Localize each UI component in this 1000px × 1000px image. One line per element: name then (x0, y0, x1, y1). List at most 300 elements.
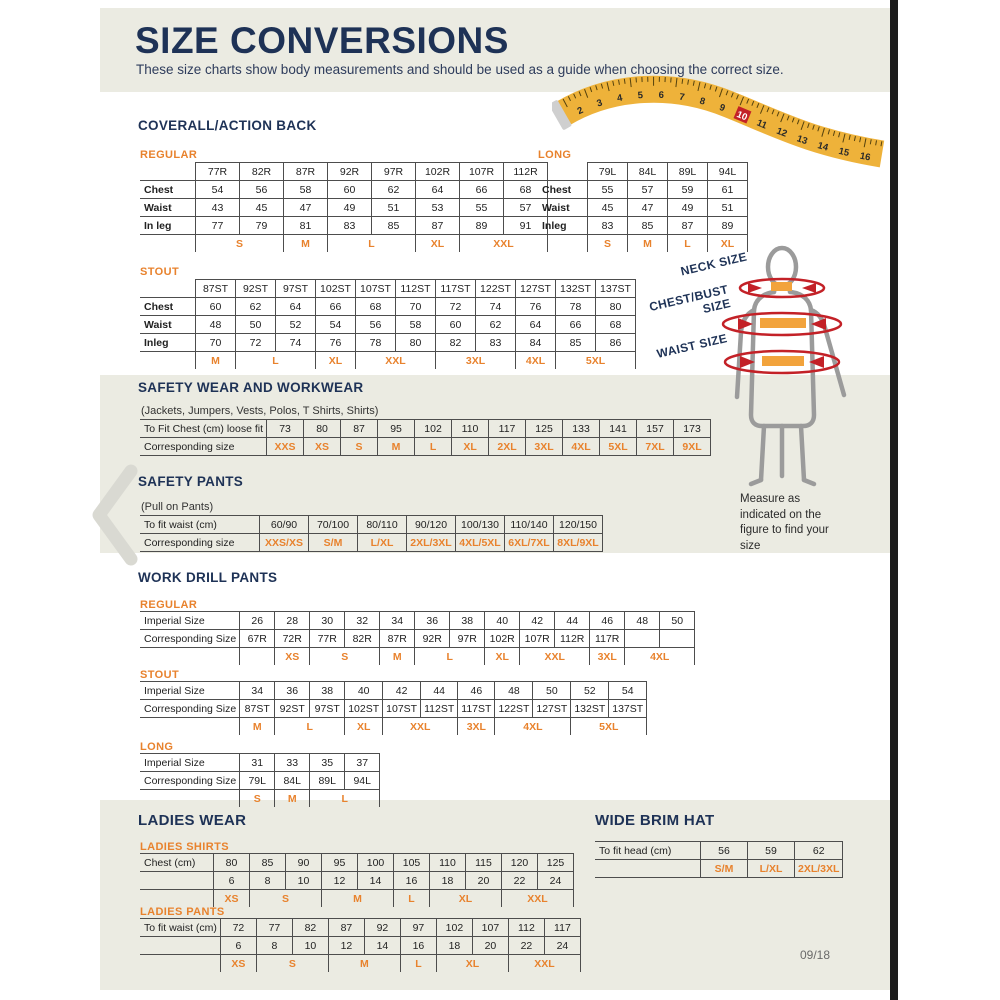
cell-value: 57 (628, 181, 668, 199)
cell-value: 12 (328, 937, 364, 955)
cell-value: 10 (292, 937, 328, 955)
size-label: XS (220, 955, 256, 973)
neck-size-label: NECK SIZE (679, 249, 749, 279)
tape-number: 2 (575, 104, 586, 118)
cell-value: 90 (286, 854, 322, 872)
cell-value: 82R (345, 630, 380, 648)
cell-value: 64 (416, 181, 460, 199)
cell-value: 52 (571, 682, 609, 700)
cell-value: 16 (400, 937, 436, 955)
wide-brim-hat-table (595, 841, 843, 878)
cell-value: 84 (516, 334, 556, 352)
cell-value: 72 (436, 298, 476, 316)
cell-value: 122ST (495, 700, 533, 718)
cell-value: 33 (275, 754, 310, 772)
row-label: Waist (538, 199, 588, 217)
cell-value: 82 (436, 334, 476, 352)
cell-value: 72 (220, 919, 256, 937)
cell-value: 107ST (383, 700, 421, 718)
column-header: 92R (328, 163, 372, 181)
cell-value: 40 (485, 612, 520, 630)
column-header: 112ST (396, 280, 436, 298)
column-header: 79L (588, 163, 628, 181)
row-label: To fit waist (cm) (140, 919, 220, 937)
ladies-shirts-table (140, 853, 574, 907)
cell-value: 55 (460, 199, 504, 217)
cell-value: 110 (452, 420, 489, 438)
tape-number: 5 (637, 90, 644, 102)
figure-feet (751, 480, 814, 484)
cell-value: S/M (701, 860, 748, 878)
size-label: S (310, 648, 380, 666)
cell-value: 125 (526, 420, 563, 438)
safety-pants-note: (Pull on Pants) (141, 501, 214, 513)
size-label: XXL (502, 890, 574, 908)
cell-value: XL (452, 438, 489, 456)
coverall-regular-table (140, 162, 548, 252)
cell-value: 112 (508, 919, 544, 937)
cell-value: 52 (276, 316, 316, 334)
size-table (140, 681, 647, 735)
cell-value: 12 (322, 872, 358, 890)
cell-value: 110/140 (505, 516, 554, 534)
cell-value: 92R (415, 630, 450, 648)
cell-value: 87 (328, 919, 364, 937)
cell-value: 20 (472, 937, 508, 955)
tape-number: 9 (717, 102, 727, 115)
cell-value: 28 (275, 612, 310, 630)
waist-size-label: WAIST SIZE (655, 331, 729, 361)
cell-value: 3XL (526, 438, 563, 456)
cell-value: 117ST (458, 700, 495, 718)
coverall-stout-table (140, 279, 636, 369)
cell-value: 100 (358, 854, 394, 872)
cell-value: 22 (502, 872, 538, 890)
cell-value: 94L (345, 772, 380, 790)
coverall-stout-label: STOUT (140, 266, 180, 278)
size-table (140, 515, 603, 552)
row-label: Corresponding size (140, 438, 267, 456)
size-table (140, 753, 380, 807)
size-table (140, 279, 636, 369)
size-label: XXL (520, 648, 590, 666)
cell-value: 54 (196, 181, 240, 199)
size-label: M (275, 790, 310, 808)
size-label: M (240, 718, 275, 736)
cell-value: 83 (328, 217, 372, 235)
cell-value: 59 (668, 181, 708, 199)
cell-value: 54 (316, 316, 356, 334)
cell-value: 90/120 (407, 516, 456, 534)
column-header: 87ST (196, 280, 236, 298)
column-header: 107ST (356, 280, 396, 298)
tape-number: 7 (678, 91, 686, 104)
cell-value: L/XL (358, 534, 407, 552)
page-number: 09/18 (800, 948, 831, 962)
cell-value: 83 (588, 217, 628, 235)
size-label: XL (416, 235, 460, 253)
cell-value: 66 (556, 316, 596, 334)
cell-value: 5XL (600, 438, 637, 456)
cell-value: 87ST (240, 700, 275, 718)
column-header: 122ST (476, 280, 516, 298)
cell-value: 45 (588, 199, 628, 217)
size-label: S (250, 890, 322, 908)
row-label: To Fit Chest (cm) loose fit (140, 420, 267, 438)
size-label: L (328, 235, 416, 253)
row-label: Chest (140, 298, 196, 316)
section-heading-work-drill: WORK DRILL PANTS (138, 570, 278, 585)
size-label: XL (316, 352, 356, 370)
neck-arrow-left (748, 283, 762, 293)
tape-number: 13 (795, 133, 809, 148)
row-label: Chest (140, 181, 196, 199)
tape-number: 15 (837, 145, 851, 160)
size-table (140, 918, 581, 972)
cell-value: 47 (284, 199, 328, 217)
cell-value: 6 (214, 872, 250, 890)
section-heading-hat: WIDE BRIM HAT (595, 812, 715, 829)
column-header: 127ST (516, 280, 556, 298)
size-label: XL (345, 718, 383, 736)
section-heading-safety-wear: SAFETY WEAR AND WORKWEAR (138, 380, 364, 395)
cell-value: 49 (668, 199, 708, 217)
tape-number: 12 (774, 125, 789, 140)
row-label: Corresponding size (140, 534, 260, 552)
tape-number: 11 (754, 117, 769, 132)
cell-value: 36 (415, 612, 450, 630)
size-table (140, 853, 574, 907)
cell-value: 117 (544, 919, 580, 937)
cell-value: 77 (196, 217, 240, 235)
neck-arrow-right (802, 283, 816, 293)
cell-value: 87 (668, 217, 708, 235)
size-label: XS (275, 648, 310, 666)
cell-value: 67R (240, 630, 275, 648)
cell-value: 127ST (533, 700, 571, 718)
cell-value: 62 (372, 181, 416, 199)
cell-value: 62 (795, 842, 843, 860)
cell-value: 2XL (489, 438, 526, 456)
cell-value: 24 (544, 937, 580, 955)
cell-value: 137ST (609, 700, 647, 718)
cell-value: 95 (378, 420, 415, 438)
cell-value: 20 (466, 872, 502, 890)
size-label: M (322, 890, 394, 908)
cell-value (625, 630, 660, 648)
cell-value: 87R (380, 630, 415, 648)
cell-value: 112R (555, 630, 590, 648)
cell-value: 87 (416, 217, 460, 235)
cell-value: 30 (310, 612, 345, 630)
cell-value: XXS/XS (260, 534, 309, 552)
cell-value: 26 (240, 612, 275, 630)
measurement-figure (640, 245, 890, 555)
ladies-pants-table (140, 918, 581, 972)
work-drill-long-label: LONG (140, 741, 174, 753)
column-header: 112R (504, 163, 548, 181)
cell-value: 70 (396, 298, 436, 316)
cell-value: 44 (421, 682, 458, 700)
cell-value: 58 (284, 181, 328, 199)
cell-value: 18 (430, 872, 466, 890)
size-label: M (284, 235, 328, 253)
size-label: 4XL (495, 718, 571, 736)
size-label: 5XL (556, 352, 636, 370)
cell-value: 72R (275, 630, 310, 648)
cell-value: 83 (476, 334, 516, 352)
cell-value: 105 (394, 854, 430, 872)
cell-value: 4XL/5XL (456, 534, 505, 552)
size-label: 5XL (571, 718, 647, 736)
size-label: XL (430, 890, 502, 908)
sizes-spacer (140, 352, 196, 370)
cell-value: 120 (502, 854, 538, 872)
sizes-spacer (140, 648, 240, 666)
size-table (140, 419, 711, 456)
row-label: Imperial Size (140, 754, 240, 772)
cell-value: 22 (508, 937, 544, 955)
cell-value: 85 (556, 334, 596, 352)
cell-value: 9XL (674, 438, 711, 456)
cell-value: 8 (256, 937, 292, 955)
row-label: Inleg (538, 217, 588, 235)
row-label: To fit waist (cm) (140, 516, 260, 534)
row-label: Waist (140, 316, 196, 334)
cell-value: 80 (596, 298, 636, 316)
cell-value: 79L (240, 772, 275, 790)
tape-number: 3 (595, 97, 604, 110)
ladies-pants-label: LADIES PANTS (140, 906, 225, 918)
cell-value: 8XL/9XL (554, 534, 603, 552)
size-table (595, 841, 843, 878)
cell-value: 32 (345, 612, 380, 630)
size-label: 4XL (625, 648, 695, 666)
size-label: XL (708, 235, 748, 253)
cell-value: 44 (555, 612, 590, 630)
row-label (595, 860, 701, 878)
header-spacer (140, 280, 196, 298)
cell-value: 76 (316, 334, 356, 352)
chest-band (760, 318, 806, 328)
page-subtitle: These size charts show body measurements and should be used as a guide when choosing the correct size. (136, 62, 784, 77)
cell-value: 31 (240, 754, 275, 772)
cell-value: 8 (250, 872, 286, 890)
column-header: 97ST (276, 280, 316, 298)
cell-value: 48 (495, 682, 533, 700)
cell-value: 60 (328, 181, 372, 199)
work-drill-regular-table (140, 611, 695, 665)
cell-value: 141 (600, 420, 637, 438)
row-label: Inleg (140, 334, 196, 352)
size-label: L (415, 648, 485, 666)
tape-number: 6 (658, 89, 665, 102)
column-header: 137ST (596, 280, 636, 298)
cell-value: 102 (415, 420, 452, 438)
cell-value: 57 (504, 199, 548, 217)
section-heading-ladies: LADIES WEAR (138, 812, 247, 829)
cell-value: 2XL/3XL (407, 534, 456, 552)
cell-value: 48 (196, 316, 236, 334)
column-header: 92ST (236, 280, 276, 298)
cell-value: 6XL/7XL (505, 534, 554, 552)
size-label: L (236, 352, 316, 370)
cell-value: 117R (590, 630, 625, 648)
cell-value: 47 (628, 199, 668, 217)
size-label: M (380, 648, 415, 666)
size-label: M (328, 955, 400, 973)
cell-value: 85 (250, 854, 286, 872)
size-label: S (256, 955, 328, 973)
cell-value: 102ST (345, 700, 383, 718)
cell-value: 38 (310, 682, 345, 700)
cell-value: 125 (538, 854, 574, 872)
cell-value: L/XL (748, 860, 795, 878)
row-label: Corresponding Size (140, 630, 240, 648)
header-spacer (140, 163, 196, 181)
ladies-shirts-label: LADIES SHIRTS (140, 841, 229, 853)
cell-value: 43 (196, 199, 240, 217)
tape-number: 14 (816, 140, 830, 154)
cell-value: S/M (309, 534, 358, 552)
cell-value: 89L (310, 772, 345, 790)
cell-value: 62 (476, 316, 516, 334)
size-label: S (196, 235, 284, 253)
cell-value: 53 (416, 199, 460, 217)
cell-value: 68 (356, 298, 396, 316)
tape-number: 8 (698, 95, 707, 108)
cell-value: 58 (396, 316, 436, 334)
size-label: M (628, 235, 668, 253)
cell-value: 46 (458, 682, 495, 700)
sizes-spacer (140, 790, 240, 808)
cell-value: 10 (286, 872, 322, 890)
cell-value: 59 (748, 842, 795, 860)
cell-value: 115 (466, 854, 502, 872)
cell-value: 89 (460, 217, 504, 235)
cell-value: 112ST (421, 700, 458, 718)
cell-value: 54 (609, 682, 647, 700)
size-label (240, 648, 275, 666)
safety-pants-table (140, 515, 603, 552)
safety-wear-note: (Jackets, Jumpers, Vests, Polos, T Shirts, Shirts) (141, 405, 379, 417)
cell-value: 117 (489, 420, 526, 438)
cell-value: 56 (356, 316, 396, 334)
cell-value: 97R (450, 630, 485, 648)
column-header: 102R (416, 163, 460, 181)
cell-value: 78 (556, 298, 596, 316)
size-label: S (588, 235, 628, 253)
coverall-regular-label: REGULAR (140, 149, 198, 161)
cell-value: 89 (708, 217, 748, 235)
cell-value: 70/100 (309, 516, 358, 534)
cell-value: 60 (196, 298, 236, 316)
tape-number: 4 (616, 92, 624, 105)
cell-value: 79 (240, 217, 284, 235)
size-label: XL (485, 648, 520, 666)
tape-ribbon (562, 89, 882, 154)
cell-value: 64 (276, 298, 316, 316)
cell-value: 49 (328, 199, 372, 217)
sizes-spacer (140, 718, 240, 736)
cell-value: 77R (310, 630, 345, 648)
section-heading-coverall: COVERALL/ACTION BACK (138, 118, 317, 133)
cell-value: 50 (660, 612, 695, 630)
work-drill-long-table (140, 753, 380, 807)
cell-value: 74 (276, 334, 316, 352)
cell-value: 74 (476, 298, 516, 316)
cell-value: 66 (460, 181, 504, 199)
row-label: Chest (538, 181, 588, 199)
cell-value: 73 (267, 420, 304, 438)
cell-value: 85 (628, 217, 668, 235)
row-label: Chest (cm) (140, 854, 214, 872)
cell-value: 2XL/3XL (795, 860, 843, 878)
tape-tick (624, 79, 625, 84)
sizes-spacer (140, 890, 214, 908)
cell-value: 48 (625, 612, 660, 630)
waist-band (762, 356, 804, 366)
cell-value: 37 (345, 754, 380, 772)
column-header: 94L (708, 163, 748, 181)
cell-value: 91 (504, 217, 548, 235)
cell-value: 80/110 (358, 516, 407, 534)
cell-value: 35 (310, 754, 345, 772)
size-table (140, 611, 695, 665)
size-label: L (310, 790, 380, 808)
cell-value: 80 (396, 334, 436, 352)
row-label: To fit head (cm) (595, 842, 701, 860)
cell-value: 110 (430, 854, 466, 872)
figure-legs (761, 426, 804, 480)
size-label: XS (214, 890, 250, 908)
work-drill-stout-label: STOUT (140, 669, 180, 681)
cell-value: 92 (364, 919, 400, 937)
cell-value: 68 (596, 316, 636, 334)
page-title: SIZE CONVERSIONS (135, 20, 509, 61)
cell-value: 102 (436, 919, 472, 937)
size-table (140, 162, 548, 252)
column-header: 102ST (316, 280, 356, 298)
cell-value: 14 (364, 937, 400, 955)
size-label: XXL (356, 352, 436, 370)
cell-value: 42 (383, 682, 421, 700)
size-label: 4XL (516, 352, 556, 370)
page-edge-line (890, 0, 898, 1000)
cell-value: 60 (436, 316, 476, 334)
chevron-left-icon[interactable] (99, 471, 131, 559)
previous-page-chevron[interactable] (88, 462, 142, 568)
cell-value: L (415, 438, 452, 456)
cell-value: 80 (304, 420, 341, 438)
cell-value: 50 (533, 682, 571, 700)
cell-value: 42 (520, 612, 555, 630)
cell-value: 66 (316, 298, 356, 316)
cell-value: 157 (637, 420, 674, 438)
cell-value: 45 (240, 199, 284, 217)
cell-value: M (378, 438, 415, 456)
cell-value: 85 (372, 217, 416, 235)
cell-value: 120/150 (554, 516, 603, 534)
row-label: Waist (140, 199, 196, 217)
column-header: 117ST (436, 280, 476, 298)
cell-value: 72 (236, 334, 276, 352)
cell-value: 76 (516, 298, 556, 316)
cell-value: 51 (372, 199, 416, 217)
size-label: 3XL (590, 648, 625, 666)
body-figure-illustration (640, 245, 890, 490)
column-header: 89L (668, 163, 708, 181)
